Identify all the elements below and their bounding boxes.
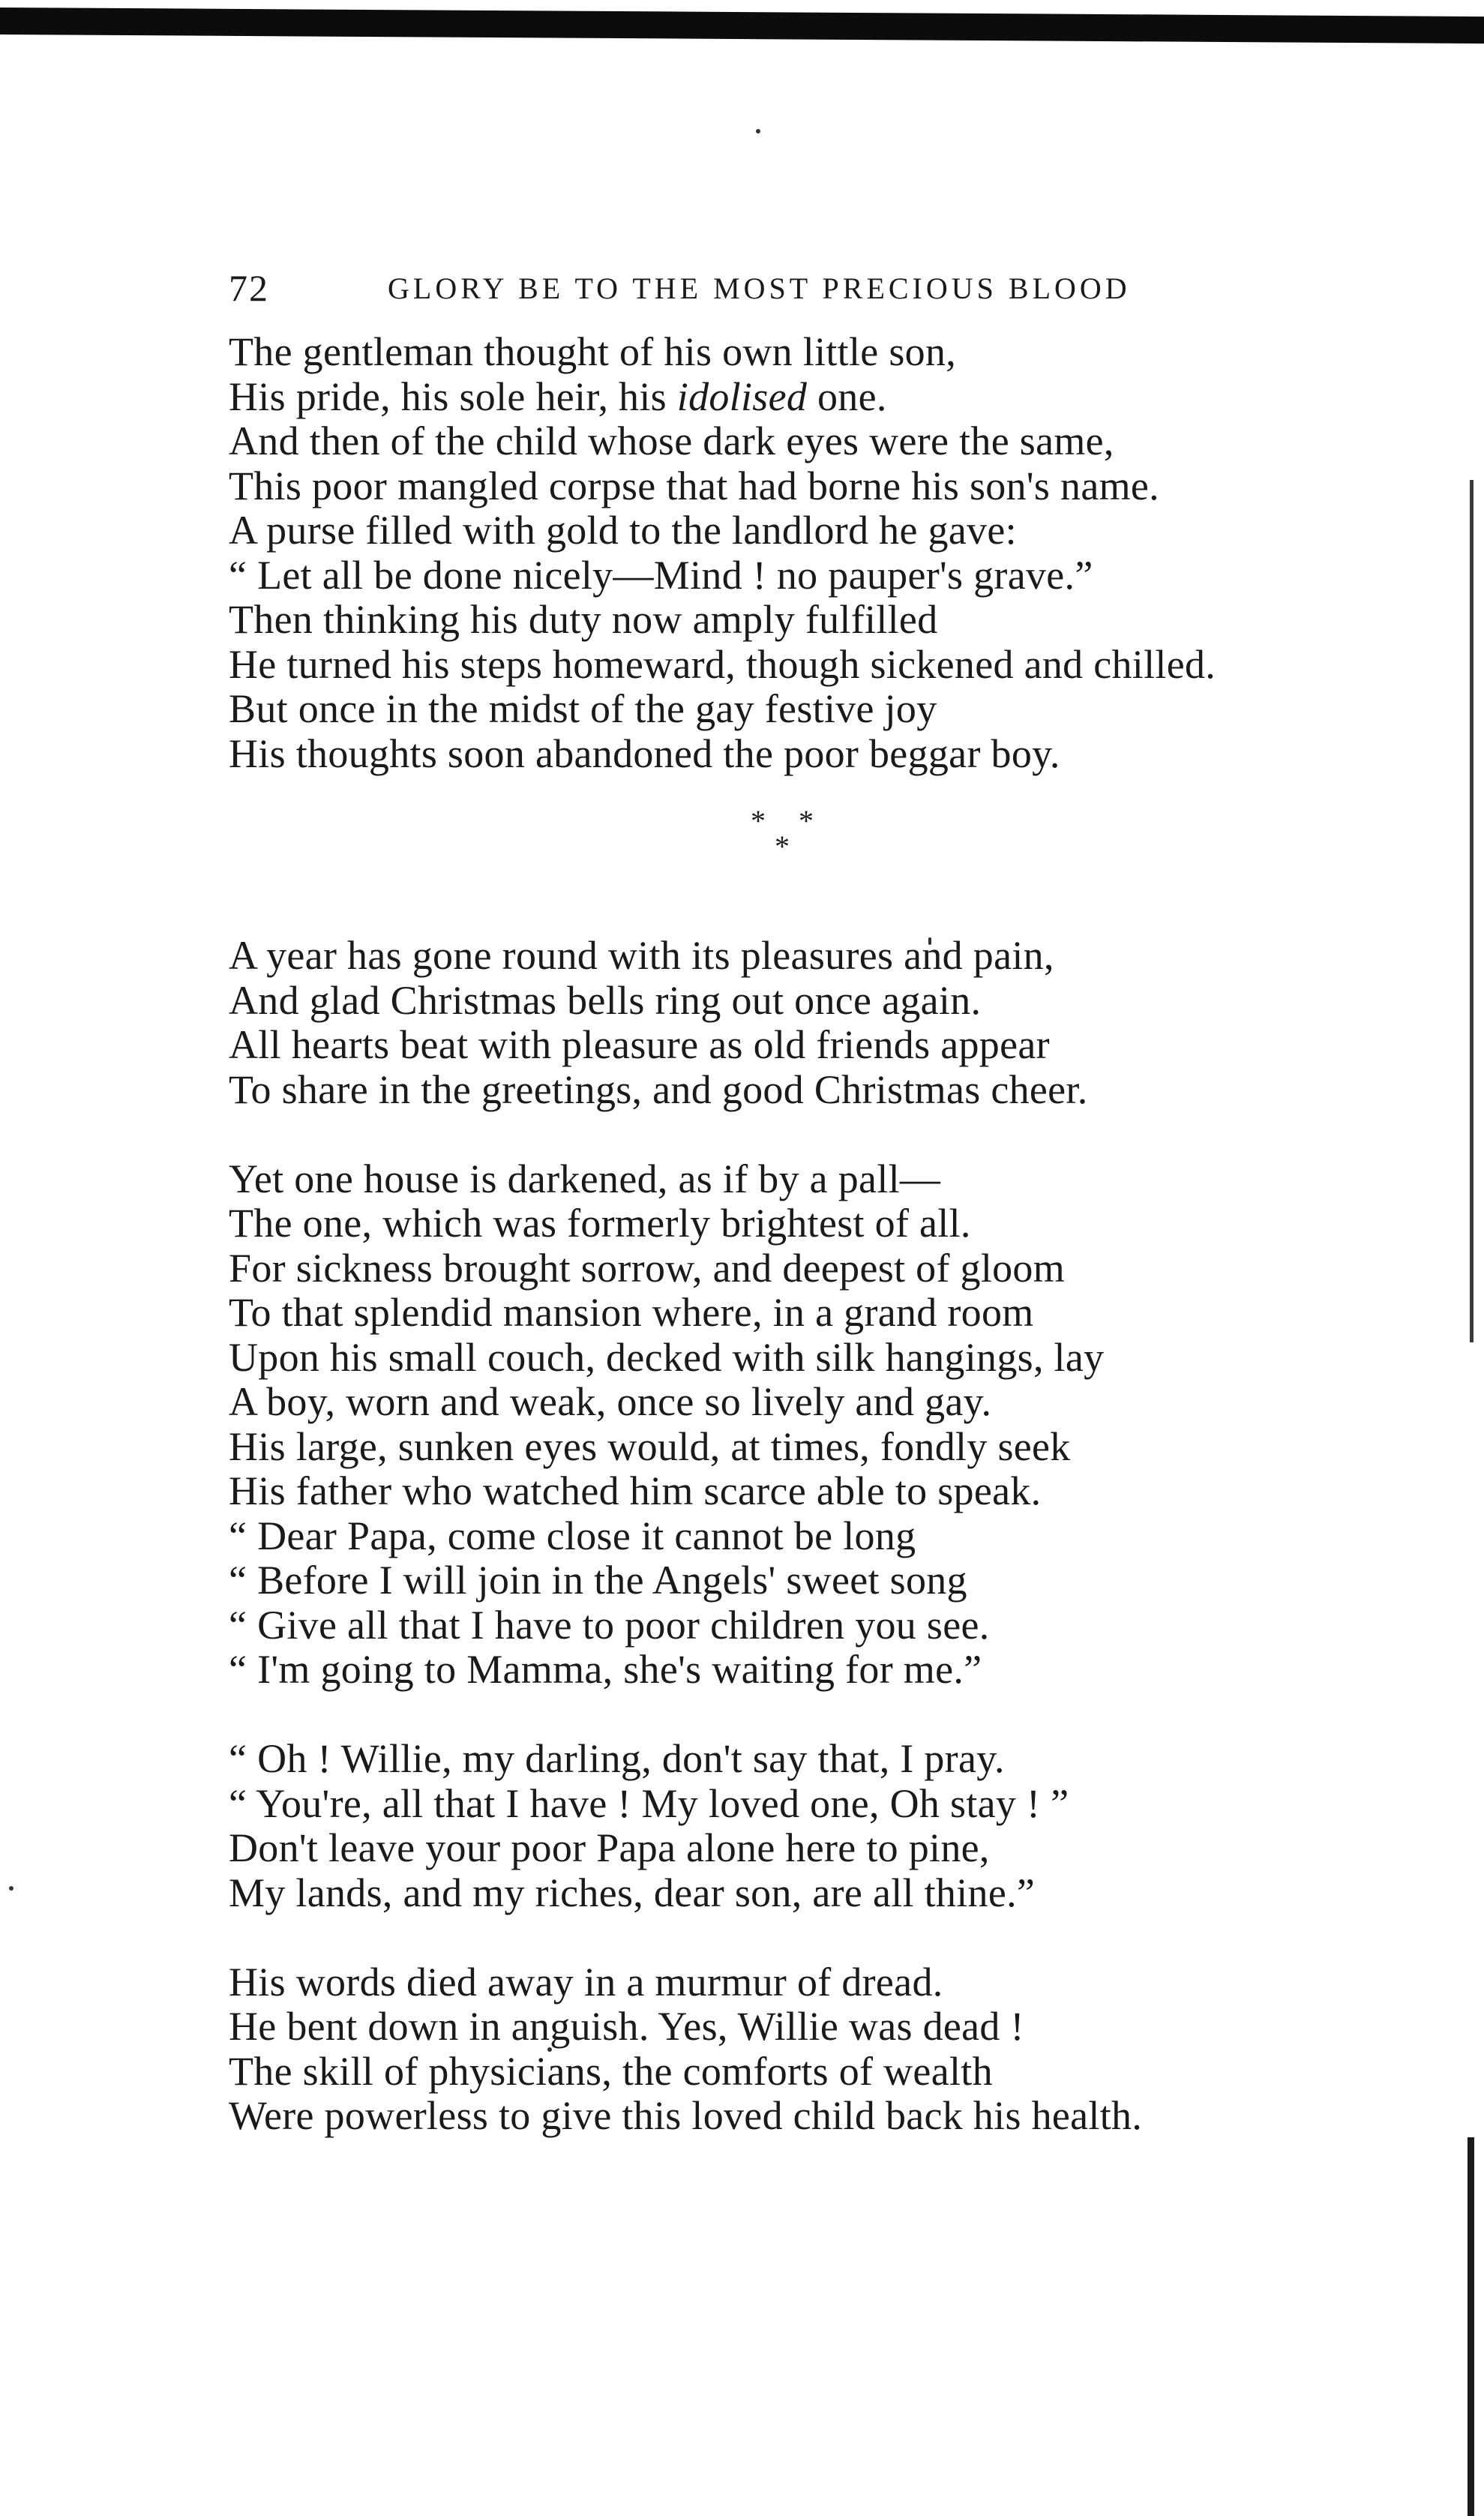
margin-rule-lower (1468, 2137, 1474, 2516)
poem-line: His words died away in a murmur of dread. (229, 1959, 943, 2005)
margin-rule-upper (1470, 480, 1474, 1342)
poem-line: Were powerless to give this loved child back his health. (229, 2093, 1143, 2138)
poem-line: The gentleman thought of his own little son, (229, 329, 957, 374)
stanza-3 (229, 1157, 1429, 1693)
poem-line: His father who watched him scarce able to speak. (229, 1468, 1042, 1513)
asterism-separator (229, 806, 1429, 892)
poem-line: “ Let all be done nicely—Mind ! no pauper's grave.” (229, 552, 1093, 598)
poem-line: This poor mangled corpse that had borne his son's name. (229, 463, 1159, 508)
poem-line: Don't leave your poor Papa alone here to pine, (229, 1825, 990, 1870)
page-number: 72 (229, 267, 269, 309)
stanza-4 (229, 1737, 1429, 1915)
italic-word: idolised (676, 373, 808, 419)
poem-line: A purse filled with gold to the landlord he gave: (229, 508, 1017, 553)
poem-line: But once in the midst of the gay festive joy (229, 686, 937, 731)
poem-line: “ Oh ! Willie, my darling, don't say that, I pray. (229, 1736, 1005, 1781)
poem-line: “ I'm going to Mamma, she's waiting for me.” (229, 1647, 982, 1692)
asterisk-mark: * (751, 804, 766, 838)
stanza-gap (229, 1693, 1429, 1738)
stanza-1 (229, 330, 1429, 776)
poem-line: My lands, and my riches, dear son, are all thine.” (229, 1870, 1036, 1915)
running-header (229, 266, 1226, 311)
print-speck (9, 1886, 13, 1891)
poem-line: Yet one house is darkened, as if by a pall— (229, 1156, 941, 1201)
poem-line: Upon his small couch, decked with silk hangings, lay (229, 1334, 1105, 1380)
poem-line: All hearts beat with pleasure as old friends appear (229, 1022, 1050, 1067)
poem-line: And then of the child whose dark eyes were the same, (229, 418, 1114, 463)
poem-line: “ You're, all that I have ! My loved one, Oh stay ! ” (229, 1780, 1069, 1826)
stanza-5 (229, 1960, 1429, 2139)
running-title: GLORY BE TO THE MOST PRECIOUS BLOOD (388, 271, 1131, 305)
print-speck (756, 129, 760, 133)
poem-line: To share in the greetings, and good Christmas cheer. (229, 1066, 1088, 1112)
poem-line: To that splendid mansion where, in a grand room (229, 1290, 1034, 1335)
stanza-2 (229, 934, 1429, 1112)
poem-body (229, 330, 1429, 2139)
poem-line-idolised: His pride, his sole heir, his idolised one. (229, 373, 887, 419)
stanza-gap (229, 1112, 1429, 1157)
poem-line: The skill of physicians, the comforts of wealth (229, 2048, 993, 2094)
poem-line: A year has gone round with its pleasures and pain, (229, 933, 1054, 978)
poem-line: And glad Christmas bells ring out once again. (229, 977, 982, 1023)
poem-line: Then thinking his duty now amply fulfilled (229, 597, 938, 642)
poem-line: He bent down in anguish. Yes, Willie was dead ! (229, 2004, 1024, 2049)
asterisk-mark: * (775, 829, 790, 863)
poem-line: The one, which was formerly brightest of all. (229, 1201, 971, 1246)
stanza-gap (229, 1915, 1429, 1960)
poem-line: For sickness brought sorrow, and deepest of gloom (229, 1245, 1066, 1291)
poem-line: “ Give all that I have to poor children you see. (229, 1602, 990, 1648)
page-top-edge-bar (0, 7, 1484, 43)
poem-line: His thoughts soon abandoned the poor beggar boy. (229, 730, 1060, 776)
asterisk-mark: * (799, 804, 814, 838)
poem-line: “ Before I will join in the Angels' sweet song (229, 1558, 967, 1603)
poem-line: He turned his steps homeward, though sickened and chilled. (229, 641, 1216, 687)
poem-line: A boy, worn and weak, once so lively and gay. (229, 1379, 992, 1424)
poem-line: His large, sunken eyes would, at times, fondly seek (229, 1423, 1071, 1469)
poem-line: “ Dear Papa, come close it cannot be long (229, 1513, 916, 1558)
